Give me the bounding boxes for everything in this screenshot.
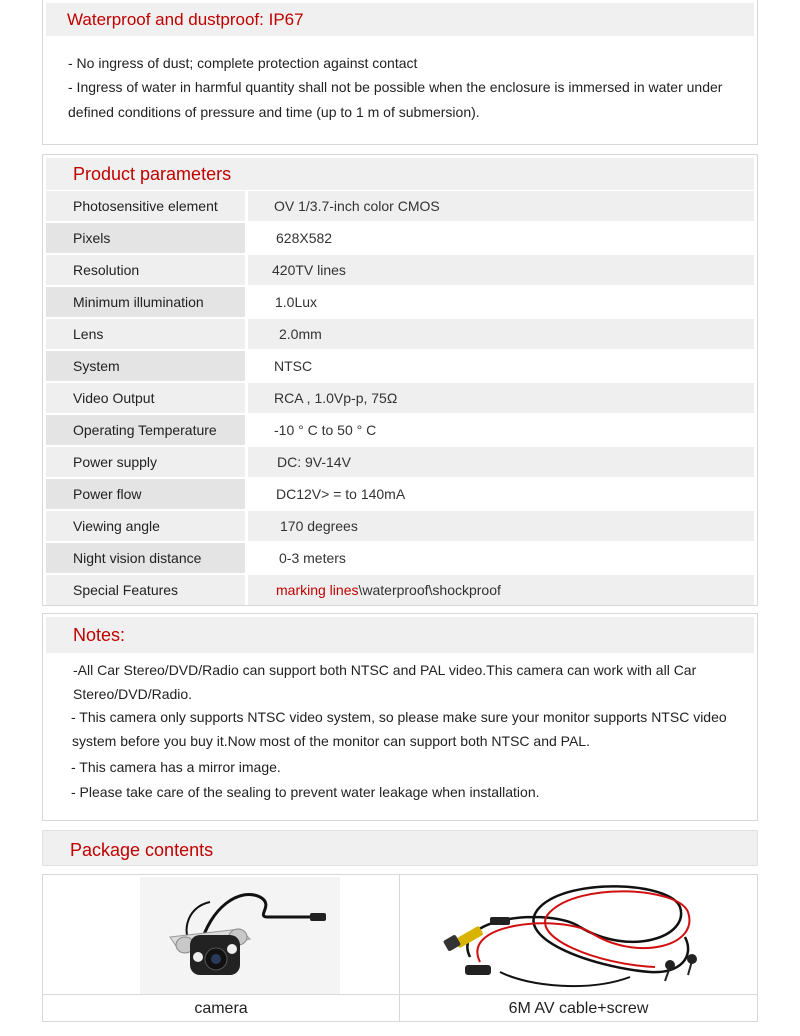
parameters-title: Product parameters [46, 158, 754, 190]
param-row [46, 351, 754, 381]
param-label: Power flow [46, 479, 245, 509]
parameters-section [42, 154, 758, 606]
param-label: Viewing angle [46, 511, 245, 541]
notes-line-4: system before you buy it.Now most of the monitor can support both NTSC and PAL. [72, 733, 590, 749]
param-value: 628X582 [248, 223, 754, 253]
param-value: OV 1/3.7-inch color CMOS [248, 191, 754, 221]
waterproof-line-2: - Ingress of water in harmful quantity shall not be possible when the enclosure is immersed in water under [68, 79, 723, 95]
waterproof-line-1: - No ingress of dust; complete protection against contact [68, 55, 418, 71]
param-row [46, 415, 754, 445]
av-cable-and-screws-photo [430, 877, 730, 995]
param-row [46, 383, 754, 413]
features-rest-text: \waterproof\shockproof [358, 582, 501, 598]
waterproof-section [42, 0, 758, 145]
param-value: 170 degrees [248, 511, 754, 541]
param-row [46, 575, 754, 605]
param-row [46, 319, 754, 349]
param-value: 1.0Lux [248, 287, 754, 317]
param-label: Minimum illumination [46, 287, 245, 317]
backup-camera-photo [140, 877, 340, 995]
param-value: RCA , 1.0Vp-p, 75Ω [248, 383, 754, 413]
package-item-cable [400, 875, 757, 1021]
param-row [46, 479, 754, 509]
param-value: -10 ° C to 50 ° C [248, 415, 754, 445]
param-value [248, 575, 754, 605]
param-value: 420TV lines [248, 255, 754, 285]
param-value: DC12V> = to 140mA [248, 479, 754, 509]
param-row [46, 287, 754, 317]
param-row [46, 447, 754, 477]
package-caption-camera: camera [43, 994, 399, 1021]
notes-line-3: - This camera only supports NTSC video system, so please make sure your monitor supports NTSC video [71, 709, 727, 725]
param-value: 2.0mm [248, 319, 754, 349]
notes-line-1: -All Car Stereo/DVD/Radio can support both NTSC and PAL video.This camera can work with all Car [73, 662, 697, 678]
param-label: Operating Temperature [46, 415, 245, 445]
param-label: Photosensitive element [46, 191, 245, 221]
param-label: Video Output [46, 383, 245, 413]
param-value: NTSC [248, 351, 754, 381]
param-label: Lens [46, 319, 245, 349]
param-row [46, 543, 754, 573]
notes-section [42, 613, 758, 821]
marking-lines-text: marking lines [276, 582, 359, 598]
waterproof-line-3: defined conditions of pressure and time (up to 1 m of submersion). [68, 104, 480, 120]
param-label: System [46, 351, 245, 381]
param-value: DC: 9V-14V [248, 447, 754, 477]
param-row [46, 191, 754, 221]
notes-line-2: Stereo/DVD/Radio. [73, 686, 193, 702]
notes-title: Notes: [46, 617, 754, 653]
param-value: 0-3 meters [248, 543, 754, 573]
package-item-camera [43, 875, 400, 1021]
param-label: Night vision distance [46, 543, 245, 573]
waterproof-title: Waterproof and dustproof: IP67 [46, 3, 754, 36]
param-row [46, 223, 754, 253]
param-label: Resolution [46, 255, 245, 285]
param-label: Power supply [46, 447, 245, 477]
param-row [46, 511, 754, 541]
notes-line-6: - Please take care of the sealing to prevent water leakage when installation. [71, 784, 540, 800]
param-row [46, 255, 754, 285]
notes-line-5: - This camera has a mirror image. [71, 759, 281, 775]
param-label: Pixels [46, 223, 245, 253]
param-label: Special Features [46, 575, 245, 605]
package-title: Package contents [42, 830, 758, 866]
package-table [42, 874, 758, 1022]
package-caption-cable: 6M AV cable+screw [400, 994, 757, 1021]
